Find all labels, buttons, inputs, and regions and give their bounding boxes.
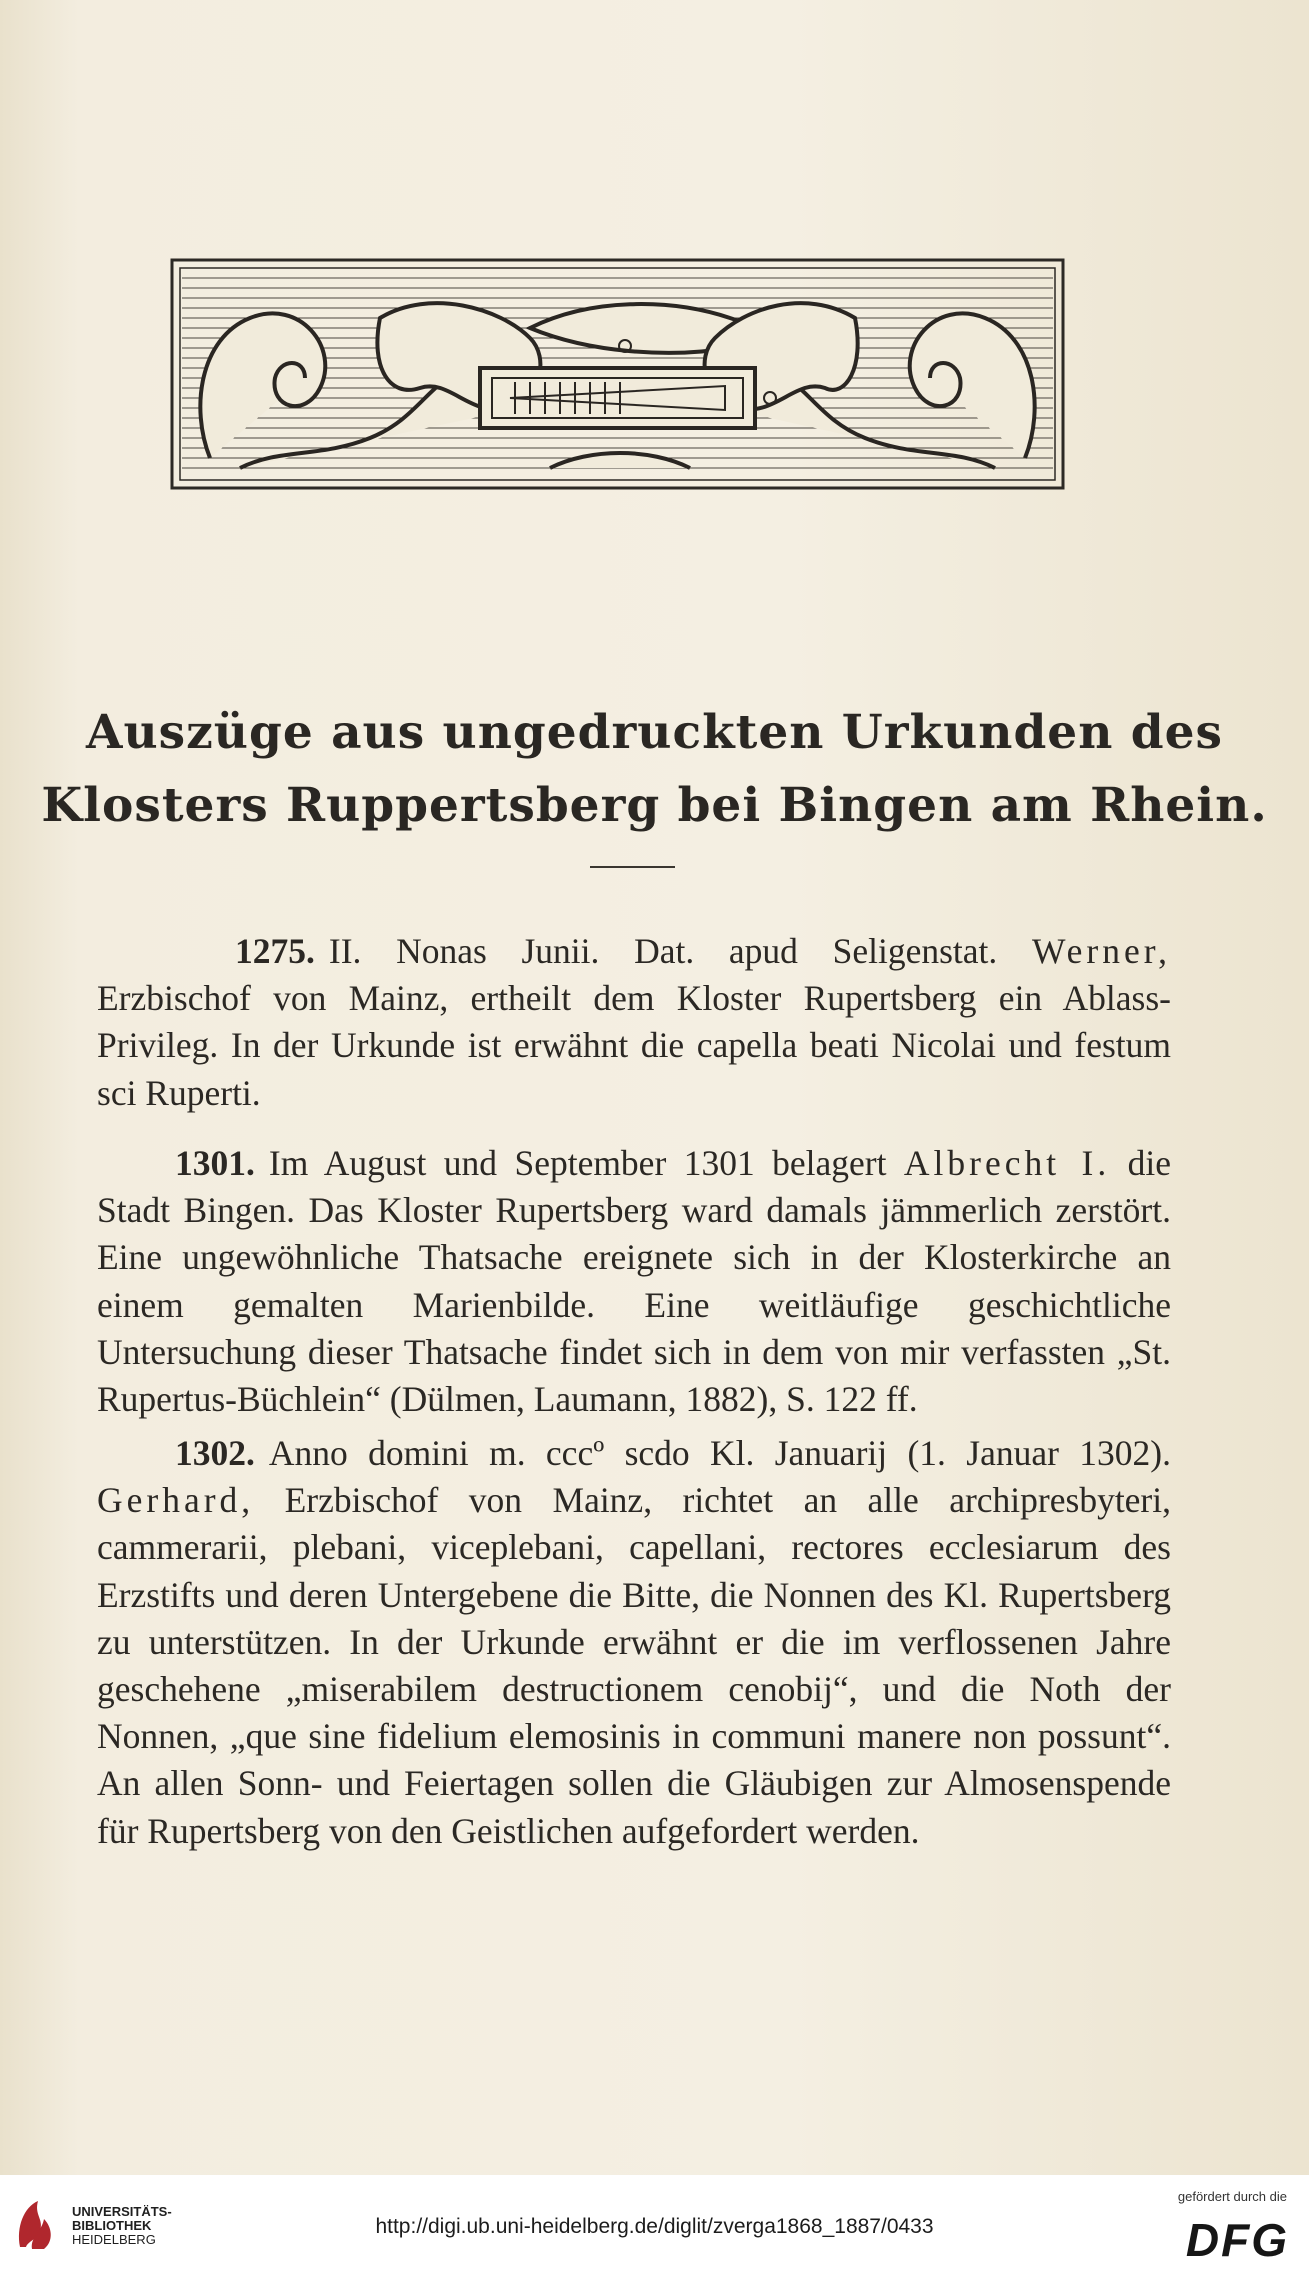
permalink-url[interactable]: http://digi.ub.uni-heidelberg.de/diglit/zverga1868_1887/0433 [375, 2215, 934, 2238]
viewer-footer [0, 2175, 1309, 2275]
entry-person: Werner, [1031, 931, 1171, 971]
library-line-1: UNIVERSITÄTS- [72, 2204, 172, 2219]
entry-year: 1301. [175, 1143, 255, 1183]
entry-person: Albrecht I. [903, 1143, 1111, 1183]
decorative-headpiece-icon [170, 258, 1065, 490]
entry-text: Im August und September 1301 belagert [268, 1143, 904, 1183]
heading-divider [590, 866, 675, 868]
entry-1302 [97, 1430, 1171, 1855]
entry-year: 1302. [175, 1433, 255, 1473]
entry-text: die Stadt Bingen. Das Kloster Rupertsberg ward damals jämmerlich zerstört. Eine ungewöhnliche Thatsache ereignete sich in der Klosterkirche an einem gemalten Marienbilde. Eine weitläufige geschichtliche Untersuchung dieser Thatsache findet sich in dem von mir verfassten „St. Rupertus-Büchlein“ (Dülmen, Laumann, 1882), S. 122 ff. [97, 1143, 1172, 1420]
entry-1275 [97, 928, 1171, 1117]
entry-text: Anno domini m. cccº scdo Kl. Januarij (1. Januar 1302). [268, 1433, 1171, 1473]
entry-1301 [97, 1140, 1171, 1423]
entry-text: II. Nonas Junii. Dat. apud Seligenstat. [328, 931, 1032, 971]
heading-line-1: Auszüge aus ungedruckten Urkunden des [86, 705, 1223, 760]
entry-text: Erzbischof von Mainz, ertheilt dem Kloster Rupertsberg ein Ablass-Privileg. In der Urkunde ist erwähnt die capella beati Nicolai und festum sci Ruperti. [97, 978, 1171, 1113]
entry-person: Gerhard, [97, 1480, 255, 1521]
library-line-2: BIBLIOTHEK [72, 2218, 152, 2233]
entry-year: 1275. [235, 931, 315, 971]
heading-line-2: Klosters Ruppertsberg bei Bingen am Rhein. [41, 778, 1268, 833]
library-line-3: HEIDELBERG [72, 2232, 156, 2247]
dfg-logo: DFG [1185, 2214, 1289, 2266]
entry-text: Erzbischof von Mainz, richtet an alle archipresbyteri, cammerarii, plebani, viceplebani, capellani, rectores ecclesiarum des Erzstifts und deren Untergebene die Bitte, die Nonnen des Kl. Rupertsberg zu unterstützen. In der Urkunde erwähnt er die im verflossenen Jahre geschehene „miserabilem destructionem cenobij“, und die Noth der Nonnen, „que sine fidelium elemosinis in communi manere non possunt“. An allen Sonn- und Feiertagen sollen die Gläubigen zur Almosenspende für Rupertsberg von den Geistlichen aufgefordert werden. [97, 1480, 1171, 1851]
funder-caption: gefördert durch die [1177, 2189, 1287, 2204]
